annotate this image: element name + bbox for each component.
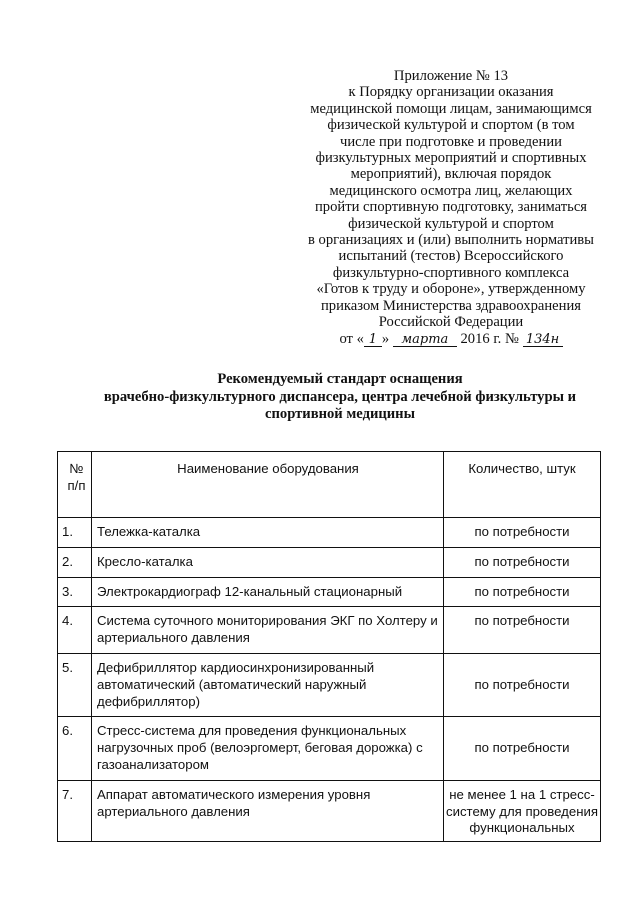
appendix-line: физической культурой и спортом	[348, 215, 554, 232]
document-title	[60, 371, 620, 424]
equipment-table	[57, 451, 601, 842]
appendix-line: медицинского осмотра лиц, желающих	[329, 182, 573, 199]
order-day: 1	[364, 334, 382, 347]
row-quantity: по потребности	[444, 607, 601, 654]
row-equipment-name: Стресс-система для проведения функциональных нагрузочных проб (велоэргомерт, беговая дорожка) с газоанализатором	[92, 717, 444, 780]
table-row	[58, 607, 601, 654]
row-number: 4.	[58, 607, 92, 654]
appendix-line: медицинской помощи лицам, занимающимся	[310, 100, 592, 117]
order-month: марта	[393, 334, 457, 347]
header-number	[58, 452, 92, 518]
title-line: Рекомендуемый стандарт оснащения	[217, 371, 463, 387]
row-number: 5.	[58, 653, 92, 716]
table-header-row	[58, 452, 601, 518]
appendix-line: приказом Министерства здравоохранения	[321, 297, 581, 314]
row-number: 7.	[58, 780, 92, 841]
row-equipment-name: Аппарат автоматического измерения уровня артериального давления	[92, 780, 444, 841]
header-equipment-name: Наименование оборудования	[92, 452, 444, 518]
row-quantity: по потребности	[444, 547, 601, 577]
appendix-line: мероприятий), включая порядок	[350, 166, 552, 183]
title-line: спортивной медицины	[265, 406, 415, 422]
row-equipment-name: Электрокардиограф 12-канальный стационарный	[92, 577, 444, 607]
appendix-line: в организациях и (или) выполнить нормативы	[308, 232, 594, 249]
row-equipment-name: Система суточного мониторирования ЭКГ по Холтеру и артериального давления	[92, 607, 444, 654]
appendix-line: Приложение № 13	[393, 68, 509, 84]
header-quantity: Количество, штук	[444, 452, 601, 518]
row-number: 2.	[58, 547, 92, 577]
header-number-label: п/п	[67, 477, 86, 493]
appendix-line: физкультурно-спортивного комплекса	[332, 264, 570, 281]
row-equipment-name: Кресло-каталка	[92, 547, 444, 577]
date-quote-close: »	[381, 330, 390, 347]
appendix-line: числе при подготовке и проведении	[340, 133, 562, 150]
order-year: 2016 г. №	[460, 330, 519, 347]
row-quantity: по потребности	[444, 653, 601, 716]
row-number: 6.	[58, 717, 92, 780]
appendix-line: физической культурой и спортом (в том	[327, 117, 575, 134]
appendix-line: испытаний (тестов) Всероссийского	[338, 248, 564, 265]
appendix-line: Российской Федерации	[378, 314, 524, 331]
row-number: 3.	[58, 577, 92, 607]
table-row	[58, 780, 601, 841]
row-quantity: по потребности	[444, 518, 601, 548]
appendix-header	[296, 68, 606, 347]
row-quantity: не менее 1 на 1 стресс-систему для проведения функциональных	[444, 780, 601, 841]
table-row	[58, 547, 601, 577]
appendix-line: пройти спортивную подготовку, заниматься	[314, 199, 588, 216]
row-quantity: по потребности	[444, 717, 601, 780]
table-row	[58, 518, 601, 548]
row-quantity: по потребности	[444, 577, 601, 607]
date-prefix: от «	[339, 330, 364, 347]
table-row	[58, 717, 601, 780]
row-equipment-name: Дефибриллятор кардиосинхронизированный автоматический (автоматический наружный дефибриллятор)	[92, 653, 444, 716]
row-equipment-name: Тележка-каталка	[92, 518, 444, 548]
order-number: 134н	[523, 334, 563, 347]
header-number-sign: №	[69, 461, 84, 476]
appendix-line: физкультурных мероприятий и спортивных	[315, 150, 587, 167]
table-row	[58, 577, 601, 607]
row-number: 1.	[58, 518, 92, 548]
title-line: врачебно-физкультурного диспансера, центра лечебной физкультуры и	[103, 388, 577, 405]
table-row	[58, 653, 601, 716]
appendix-line: к Порядку организации оказания	[348, 84, 554, 101]
appendix-line: «Готов к труду и обороне», утвержденному	[316, 281, 586, 298]
order-date-line	[296, 331, 606, 347]
